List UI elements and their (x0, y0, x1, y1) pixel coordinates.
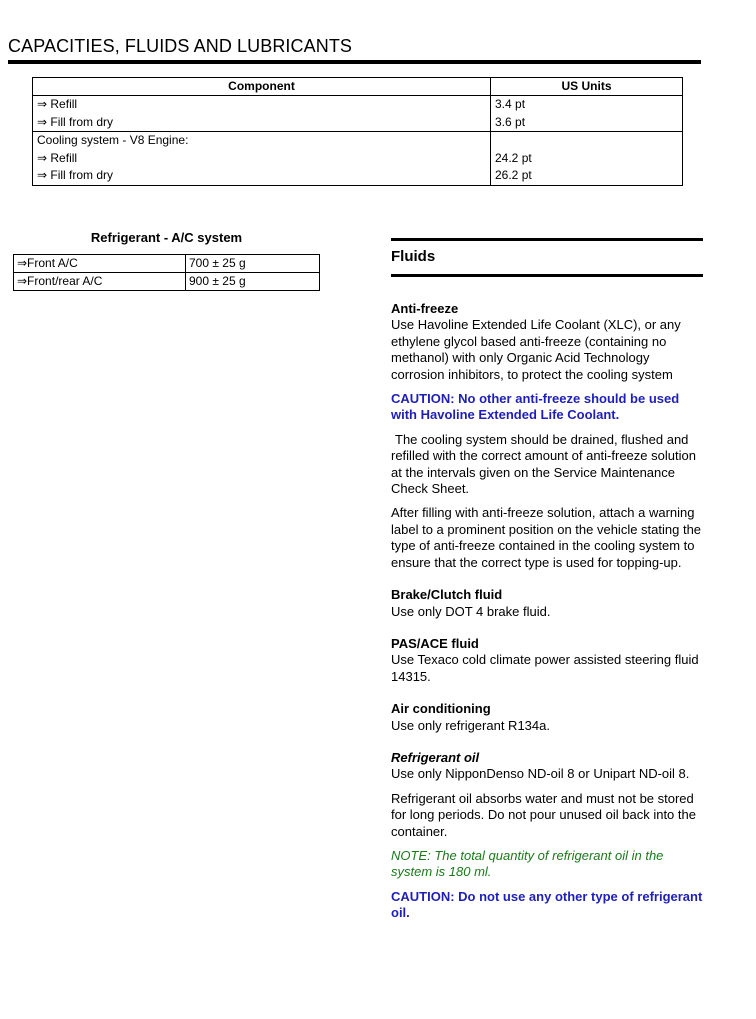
refrigerant-oil-text: Use only NipponDenso ND-oil 8 or Unipart ND-oil 8. (391, 766, 690, 782)
capacities-table (32, 77, 683, 186)
component-cell (33, 96, 491, 132)
units-value: 3.4 pt (495, 97, 526, 111)
antifreeze-paragraph: After filling with anti-freeze solution, attach a warning label to a prominent position on the vehicle stating the type of anti-freeze contained in the cooling system to ensure that the correct type is used for topping-up. (391, 505, 702, 570)
brake-fluid-text: Use only DOT 4 brake fluid. (391, 603, 551, 619)
refrigerant-oil-paragraph: Refrigerant oil absorbs water and must not be stored for long periods. Do not pour unused oil back into the container. (391, 790, 696, 839)
fluids-heading: Fluids (391, 248, 436, 265)
section-rule-top (391, 238, 703, 241)
component-line: ⇒ Refill (37, 97, 78, 111)
refrigerant-title: Refrigerant - A/C system (90, 230, 243, 245)
component-line: ⇒ Fill from dry (37, 114, 114, 129)
component-line: ⇒ Fill from dry (37, 168, 114, 182)
fluids-section (391, 238, 703, 922)
pas-fluid-heading: PAS/ACE fluid (391, 635, 479, 651)
antifreeze-paragraph: The cooling system should be drained, flushed and refilled with the correct amount of anti-freeze solution at the intervals given on the Service Maintenance Check Sheet. (391, 431, 696, 497)
refrigerant-oil-caution: CAUTION: Do not use any other type of refrigerant oil. (391, 888, 703, 921)
air-conditioning-heading: Air conditioning (391, 701, 491, 717)
table-row (14, 273, 320, 291)
refrigerant-label: ⇒Front A/C (14, 255, 186, 273)
refrigerant-oil-note: NOTE: The total quantity of refrigerant oil in the system is 180 ml. (391, 847, 664, 880)
table-row (33, 132, 683, 186)
antifreeze-text: Use Havoline Extended Life Coolant (XLC), or any ethylene glycol based anti-freeze (containing no methanol) with only Organic Acid Technology corrosion inhibitors, to protect the cooling system (391, 317, 681, 382)
antifreeze-caution: CAUTION: No other anti-freeze should be used with Havoline Extended Life Coolant. (391, 391, 680, 423)
refrigerant-oil-heading: Refrigerant oil (391, 749, 480, 765)
refrigerant-value: 900 ± 25 g (186, 273, 320, 291)
header-us-units: US Units (491, 78, 683, 96)
antifreeze-heading: Anti-freeze (391, 301, 459, 316)
units-value (495, 132, 678, 150)
title-rule (8, 60, 701, 64)
refrigerant-table (13, 254, 320, 291)
component-cell (33, 132, 491, 186)
units-value: 24.2 pt (495, 150, 532, 165)
refrigerant-label: ⇒Front/rear A/C (14, 273, 186, 291)
units-cell (491, 132, 683, 186)
units-cell (491, 96, 683, 132)
brake-fluid-heading: Brake/Clutch fluid (391, 587, 503, 603)
air-conditioning-text: Use only refrigerant R134a. (391, 717, 550, 733)
table-header-row (33, 78, 683, 96)
units-value: 3.6 pt (495, 114, 526, 129)
component-line: ⇒ Refill (37, 150, 78, 165)
page-title: CAPACITIES, FLUIDS AND LUBRICANTS (8, 36, 353, 56)
table-row (14, 255, 320, 273)
table-row (33, 96, 683, 132)
pas-fluid-text: Use Texaco cold climate power assisted steering fluid 14315. (391, 652, 699, 684)
header-component: Component (33, 78, 491, 96)
refrigerant-value: 700 ± 25 g (186, 255, 320, 273)
units-value: 26.2 pt (495, 168, 532, 182)
component-line: Cooling system - V8 Engine: (37, 133, 189, 147)
